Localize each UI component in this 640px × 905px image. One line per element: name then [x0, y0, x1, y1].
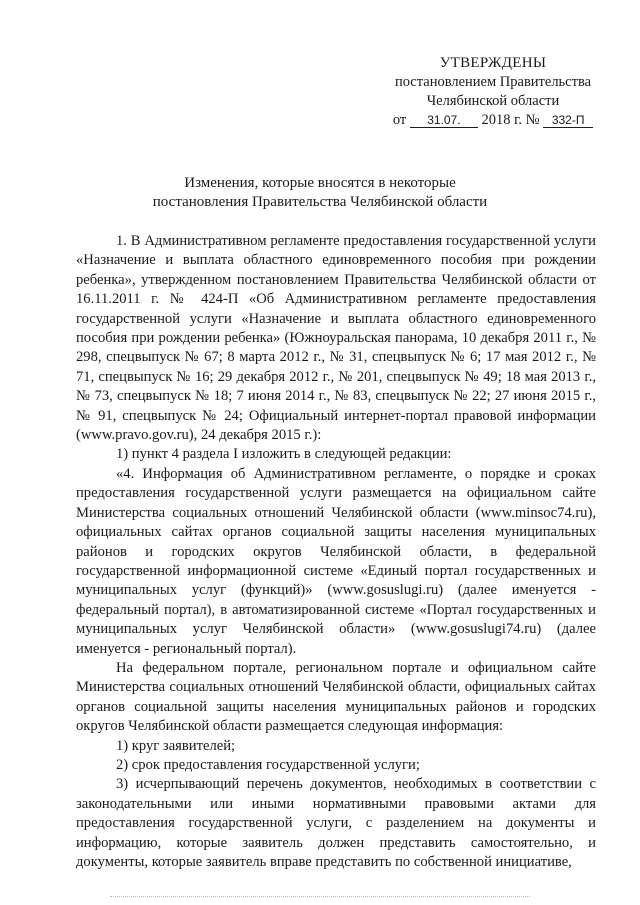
date-prefix: от — [392, 112, 407, 128]
paragraph-1: 1. В Административном регламенте предоставления государственной услуги «Назначение и выплата областного единовременного пособия при рождении ребенка», утвержденном постановлением Правительства Челябинской области от 16.11.2011 г. № 424-П «Об Административном регламенте предоставления государственной услуги «Назначение и выплата областного единовременного пособия при рождении ребенка» (Южноуральская панорама, 10 декабря 2011 г., № 298, спецвыпуск № 67; 8 марта 2012 г., № 31, спецвыпуск № 6; 17 мая 2012 г., № 71, спецвыпуск № 16; 29 декабря 2012 г., № 201, спецвыпуск № 49; 18 мая 2013 г., № 73, спецвыпуск № 18; 7 июня 2014 г., № 83, спецвыпуск № 22; 27 июня 2015 г., № 91, спецвыпуск № 24; Официальный интернет-портал правовой информации (www.pravo.gov.ru), 24 декабря 2015 г.): — [76, 233, 596, 444]
approval-line-2: Челябинской области — [426, 93, 560, 109]
document-body — [76, 232, 596, 872]
scan-edge-divider — [110, 896, 530, 898]
paragraph-6: 2) срок предоставления государственной услуги; — [116, 756, 420, 773]
handwritten-date: 31.07. — [410, 113, 478, 128]
year-text: 2018 г. № — [481, 112, 540, 128]
paragraph-5: 1) круг заявителей; — [116, 737, 236, 754]
approval-heading: УТВЕРЖДЕНЫ — [439, 55, 547, 71]
paragraph-2: 1) пункт 4 раздела I изложить в следующей редакции: — [116, 446, 452, 463]
document-title — [120, 174, 520, 212]
approval-date-line — [378, 111, 608, 130]
paragraph-7: 3) исчерпывающий перечень документов, необходимых в соответствии с законодательными или иными нормативными правовыми актами для предоставления государственной услуги, с разделением на документы и информацию, которые заявитель должен представить самостоятельно, и документы, которые заявитель вправе представить по собственной инициативе, — [76, 776, 596, 870]
paragraph-4: На федеральном портале, региональном портале и официальном сайте Министерства социальных отношений Челябинской области, официальных сайтах органов социальной защиты населения муниципальных районов и городских округов Челябинской области размещается следующая информация: — [76, 659, 596, 735]
title-line-1: Изменения, которые вносятся в некоторые — [184, 175, 456, 191]
handwritten-number: 332-П — [543, 113, 593, 128]
approval-line-1: постановлением Правительства — [394, 74, 592, 90]
title-line-2: постановления Правительства Челябинской области — [152, 194, 488, 210]
paragraph-3: «4. Информация об Административном регламенте, о порядке и сроках предоставления государственной услуги размещается на официальном сайте Министерства социальных отношений Челябинской области (www.minsoc74.ru), официальных сайтах органов социальной защиты населения муниципальных районов и городских округов Челябинской области, в федеральной государственной информационной системе «Единый портал государственных и муниципальных услуг (функций)» (www.gosuslugi.ru) (далее именуется - федеральный портал), в автоматизированной системе «Портал государственных и муниципальных услуг Челябинской области» (www.gosuslugi74.ru) (далее именуется - региональный портал). — [76, 465, 596, 657]
approval-block — [378, 54, 608, 130]
